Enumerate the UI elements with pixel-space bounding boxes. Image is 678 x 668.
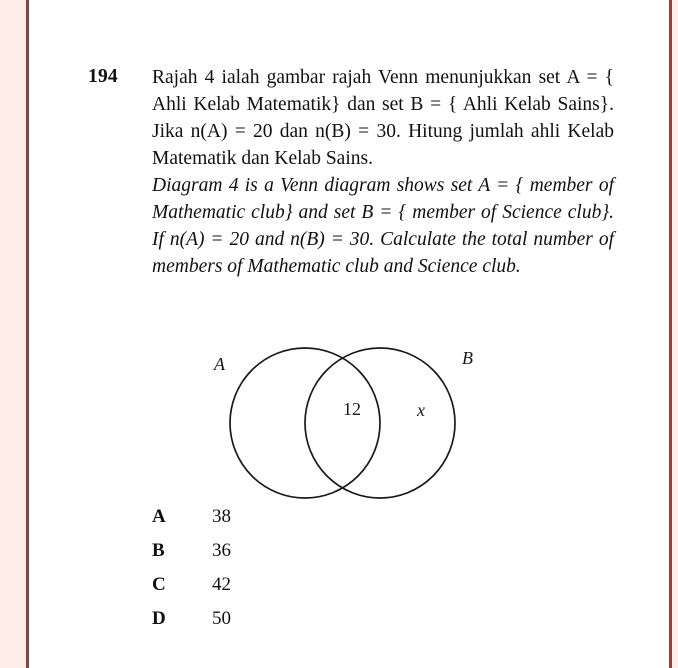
option-row-d[interactable] <box>152 608 452 642</box>
option-row-b[interactable] <box>152 540 452 574</box>
option-letter-b: B <box>152 540 165 561</box>
option-row-c[interactable] <box>152 574 452 608</box>
option-letter-a: A <box>152 506 166 527</box>
option-letter-c: C <box>152 574 166 595</box>
option-row-a[interactable] <box>152 506 452 540</box>
venn-intersection-value: 12 <box>343 399 361 419</box>
option-value-b: 36 <box>212 540 231 561</box>
option-value-a: 38 <box>212 506 231 527</box>
question-number: 194 <box>88 66 118 87</box>
venn-circles <box>200 340 500 512</box>
question-body <box>152 64 614 280</box>
venn-right-only-value: x <box>417 400 425 420</box>
question-block <box>88 64 614 280</box>
question-text-english: Diagram 4 is a Venn diagram shows set A = { member of Mathematic club} and set B = { member of Science club}. If n(A) = 20 and n(B) = 30. Calculate the total number of members of Mathematic club and Science club. <box>152 175 614 277</box>
venn-label-b: B <box>462 348 473 368</box>
venn-diagram <box>200 340 500 512</box>
option-letter-d: D <box>152 608 166 629</box>
answer-options <box>152 506 452 642</box>
venn-label-a: A <box>214 354 225 374</box>
question-text-malay: Rajah 4 ialah gambar rajah Venn menunjukkan set A = { Ahli Kelab Matematik} dan set B = { Ahli Kelab Sains}. Jika n(A) = 20 dan n(B) = 30. Hitung jumlah ahli Kelab Matematik dan Kelab Sains. <box>152 67 614 169</box>
option-value-d: 50 <box>212 608 231 629</box>
option-value-c: 42 <box>212 574 231 595</box>
